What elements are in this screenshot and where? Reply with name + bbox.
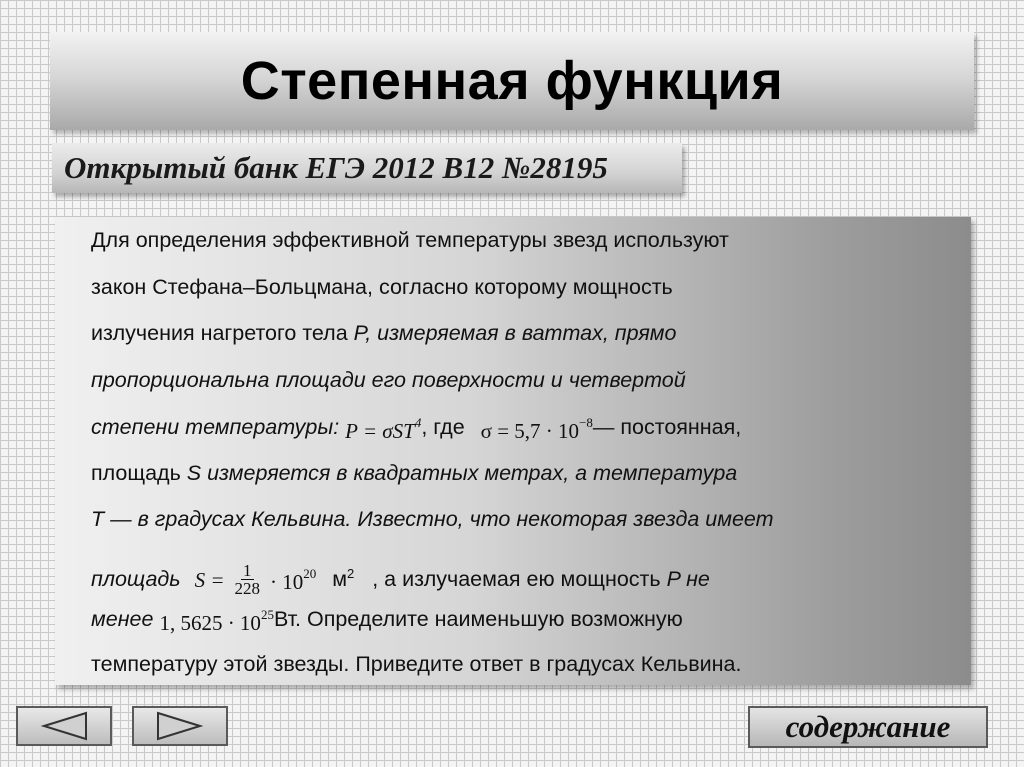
- problem-line-8: [91, 549, 951, 601]
- text: излучения нагретого тела: [91, 321, 354, 345]
- formula-lhs: S =: [194, 567, 225, 592]
- text-italic: степени температуры:: [91, 415, 340, 440]
- problem-line-1: [91, 223, 951, 270]
- next-slide-button[interactable]: [132, 706, 228, 746]
- contents-button-label: содержание: [785, 709, 951, 744]
- subtitle-tab: [52, 143, 682, 193]
- formula-exponent: 25: [260, 606, 274, 622]
- formula-stefan-boltzmann: [345, 409, 421, 448]
- title-banner: [50, 32, 974, 130]
- formula-body: 1, 5625 · 10: [159, 610, 261, 635]
- unit-exponent: 2: [347, 565, 355, 581]
- subtitle-text: Открытый банк ЕГЭ 2012 В12 №28195: [64, 150, 608, 185]
- problem-line-9: [91, 601, 951, 648]
- problem-line-4: [91, 363, 951, 410]
- problem-panel: [55, 217, 971, 685]
- formula-body: σ = 5,7 · 10: [480, 419, 580, 443]
- arrow-left-icon: [34, 711, 94, 741]
- unit-text: [332, 567, 354, 591]
- text: Для определения эффективной температуры звезд используют: [91, 228, 729, 252]
- text-italic: P не: [666, 566, 710, 591]
- problem-text: [91, 223, 951, 694]
- text: площадь: [91, 460, 187, 485]
- unit: м: [332, 566, 347, 591]
- formula-area-power: [270, 552, 316, 607]
- text: , а излучаемая ею мощность: [372, 566, 667, 591]
- formula-exponent: −8: [579, 415, 593, 430]
- formula-sigma-constant: [481, 409, 593, 448]
- text-italic: S измеряется в квадратных метрах, а температура: [186, 460, 738, 485]
- arrow-right-icon: [150, 711, 210, 741]
- problem-line-2: [91, 270, 951, 317]
- text: Вт. Определите наименьшую возможную: [273, 606, 683, 631]
- formula-power: [159, 601, 274, 640]
- problem-line-5: [91, 409, 951, 456]
- formula-area-fraction: [233, 562, 263, 597]
- text: — постоянная,: [592, 415, 742, 440]
- problem-line-6: [91, 456, 951, 503]
- text-italic: менее: [91, 606, 154, 631]
- problem-line-3: [91, 316, 951, 363]
- formula-exponent: 20: [303, 566, 317, 582]
- text: температуру этой звезды. Приведите ответ в градусах Кельвина.: [91, 652, 742, 676]
- text: T — в градусах Кельвина. Известно, что некоторая звезда имеет: [91, 507, 774, 531]
- text-italic: P, измеряемая в ваттах, прямо: [353, 321, 677, 345]
- text-italic: площадь: [91, 566, 181, 591]
- formula-body: · 10: [269, 570, 304, 595]
- text: закон Стефана–Больцмана, согласно которому мощность: [91, 274, 673, 299]
- problem-line-7: [91, 502, 951, 549]
- formula-area: [195, 555, 225, 605]
- formula-exponent: 4: [414, 415, 422, 430]
- page-title: Степенная функция: [240, 51, 784, 111]
- contents-button[interactable]: [748, 706, 988, 748]
- formula-body: P = σST: [345, 419, 415, 443]
- problem-line-10: [91, 647, 951, 694]
- fraction-denominator: 228: [234, 579, 260, 599]
- prev-slide-button[interactable]: [16, 706, 112, 746]
- text: , где: [421, 415, 465, 440]
- fraction-numerator: 1: [243, 561, 252, 581]
- text: пропорциональна площади его поверхности и четвертой: [91, 367, 686, 392]
